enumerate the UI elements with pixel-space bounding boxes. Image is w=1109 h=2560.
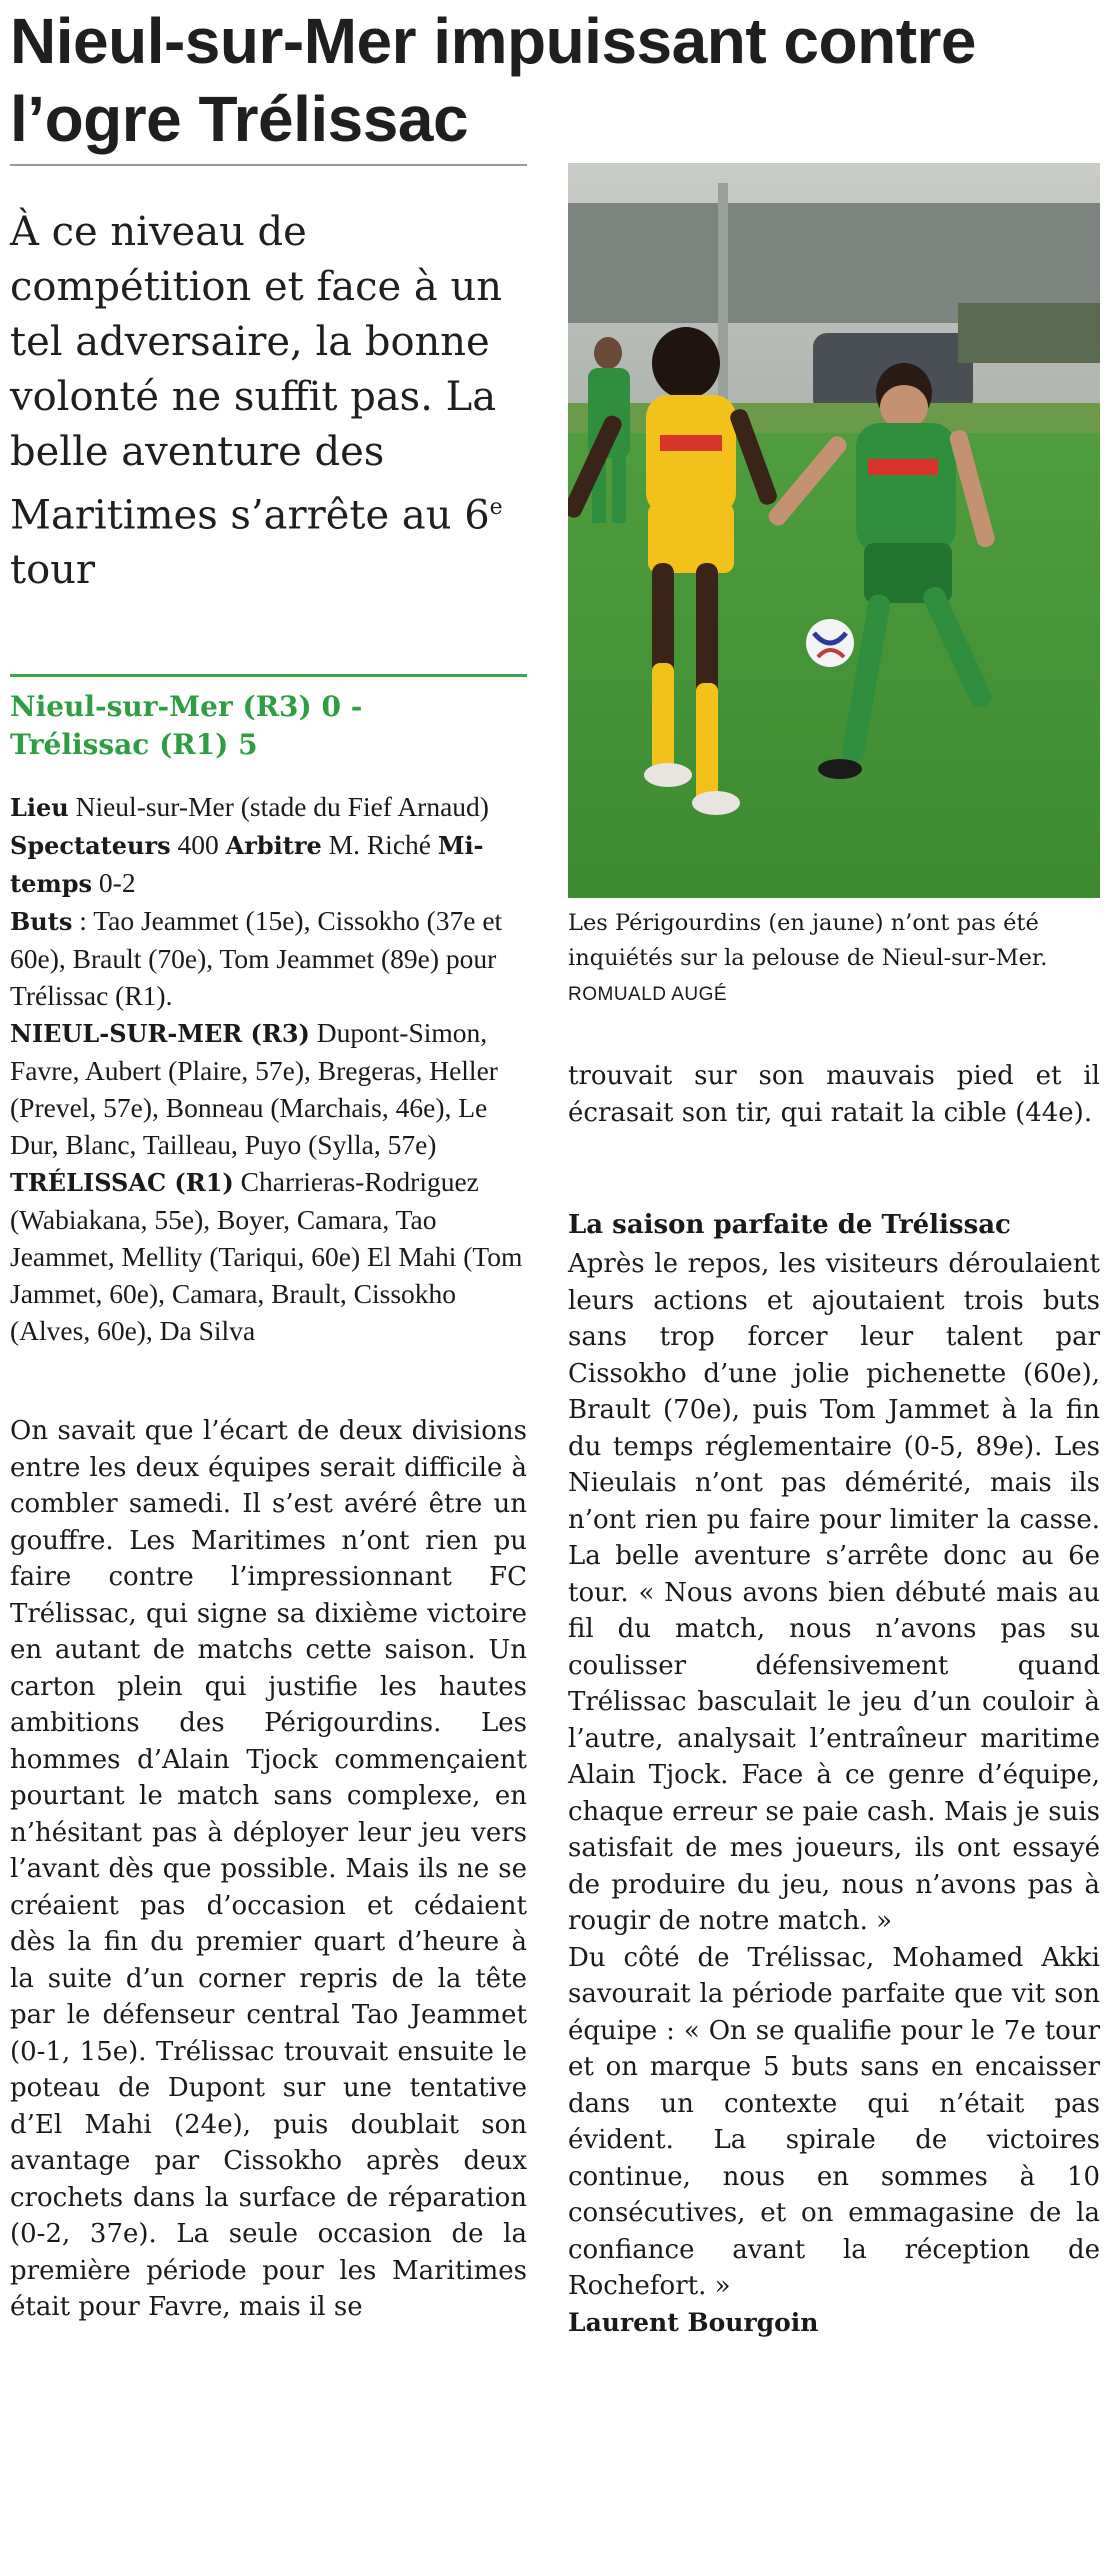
article-body-column-2-continuation: trouvait sur son mauvais pied et il écrasait son tir, qui ratait la cible (44e). — [568, 1061, 1100, 1128]
score-box — [10, 688, 527, 764]
byline: Laurent Bourgoin — [568, 2307, 819, 2337]
standfirst-text: À ce niveau de compétition et face à un tel adversaire, la bonne volonté ne suffit pas. La belle aventure des Maritimes s’arrête au 6 — [10, 209, 502, 539]
section-subhead: La saison parfaite de Trélissac — [568, 1210, 1011, 1240]
match-photo-image — [568, 163, 1100, 898]
fact-value-nieul-lineup: Dupont-Simon, Favre, Aubert (Plaire, 57e), Bregeras, Heller (Prevel, 57e), Bonneau (Marchais, 46e), Le Dur, Blanc, Tailleau, Puyo (Sylla, 57e) — [10, 1017, 498, 1160]
score-line-away: Trélissac (R1) 5 — [10, 728, 258, 761]
photo-credit: ROMUALD AUGÉ — [568, 984, 728, 1005]
fact-label-nieul-lineup: NIEUL-SUR-MER (R3) — [10, 1019, 310, 1048]
match-factsheet — [10, 788, 527, 1349]
fact-value-spectateurs: 400 — [170, 829, 226, 860]
fact-value-trelissac-lineup: Charrieras-Rodriguez (Wabiakana, 55e), Boyer, Camara, Tao Jeammet, Mellity (Tariqui, 60e) El Mahi (Tom Jammet, 60e), Camara, Brault, Cissokho (Alves, 60e), Da Silva — [10, 1166, 523, 1346]
fact-value-mitemps: 0-2 — [92, 867, 136, 898]
fact-label-trelissac-lineup: TRÉLISSAC (R1) — [10, 1168, 234, 1197]
standfirst-superscript: e — [489, 495, 503, 520]
match-photo — [568, 163, 1100, 898]
fact-label-lieu: Lieu — [10, 793, 69, 822]
article-body-column-1: On savait que l’écart de deux divisions entre les deux équipes serait difficile à combler samedi. Il s’est avéré être un gouffre. Les Maritimes n’ont rien pu faire contre l’impressionnant FC Trélissac, qui signe sa dixième victoire en autant de matchs cette saison. Un carton plein qui justifie les hautes ambitions des Périgourdins. Les hommes d’Alain Tjock commençaient pourtant le match sans complexe, en n’hésitant pas à déployer leur jeu vers l’avant dès que possible. Mais ils ne se créaient pas d’occasion et cédaient dès la fin du premier quart d’heure à la suite d’un corner repris de la tête par le défenseur central Tao Jeammet (0-1, 15e). Trélissac trouvait ensuite le poteau de Dupont sur une tentative d’El Mahi (24e), puis doublait son avantage par Cissokho après deux crochets dans la surface de réparation (0-2, 37e). La seule occasion de la première période pour les Maritimes était pour Favre, mais il se — [10, 1416, 527, 2322]
article-body-column-2 — [568, 1246, 1100, 2341]
score-line-home: Nieul-sur-Mer (R3) 0 - — [10, 690, 363, 723]
photo-caption — [568, 906, 1100, 1012]
article-paragraph: Du côté de Trélissac, Mohamed Akki savourait la période parfaite que vit son équipe : « On se qualifie pour le 7e tour et on marque 5 buts sans en encaisser dans un contexte qui n’était pas évident. La spirale de victoires continue, nous en sommes à 10 consécutives, et on emmagasine de la confiance avant la réception de Rochefort. » — [568, 1942, 1100, 2301]
fact-value-lieu: Nieul-sur-Mer (stade du Fief Arnaud) — [68, 791, 489, 822]
fact-label-spectateurs: Spectateurs — [10, 831, 171, 860]
fact-label-mitemps: Mi-temps — [10, 831, 484, 898]
headline: Nieul-sur-Mer impuissant contre l’ogre Trélissac — [10, 5, 976, 155]
top-rule — [10, 164, 527, 166]
standfirst — [10, 205, 530, 598]
fact-label-arbitre: Arbitre — [225, 831, 322, 860]
fact-label-buts: Buts — [10, 907, 73, 936]
fact-value-arbitre: M. Riché — [321, 829, 438, 860]
standfirst-end: tour — [10, 547, 96, 594]
fact-value-buts: : Tao Jeammet (15e), Cissokho (37e et 60e), Brault (70e), Tom Jeammet (89e) pour Trélissac (R1). — [10, 905, 503, 1011]
caption-text: Les Périgourdins (en jaune) n’ont pas été inquiétés sur la pelouse de Nieul-sur-Mer. — [568, 910, 1048, 971]
article-paragraph: Après le repos, les visiteurs déroulaient leurs actions et ajoutaient trois buts sans trop forcer leur talent par Cissokho d’une jolie pichenette (60e), Brault (70e), puis Tom Jammet à la fin du temps réglementaire (0-5, 89e). Les Nieulais n’ont pas démérité, mais ils n’ont rien pu faire pour limiter la casse. La belle aventure s’arrête donc au 6e tour. « Nous avons bien débuté mais au fil du match, nous n’avons pas su coulisser défensivement quand Trélissac basculait le jeu d’un couloir à l’autre, analysait l’entraîneur maritime Alain Tjock. Face à ce genre d’équipe, chaque erreur se paie cash. Mais je suis satisfait de mes joueurs, ils ont essayé de produire du jeu, nous n’avons pas à rougir de notre match. » — [568, 1249, 1100, 1936]
score-rule — [10, 674, 527, 677]
